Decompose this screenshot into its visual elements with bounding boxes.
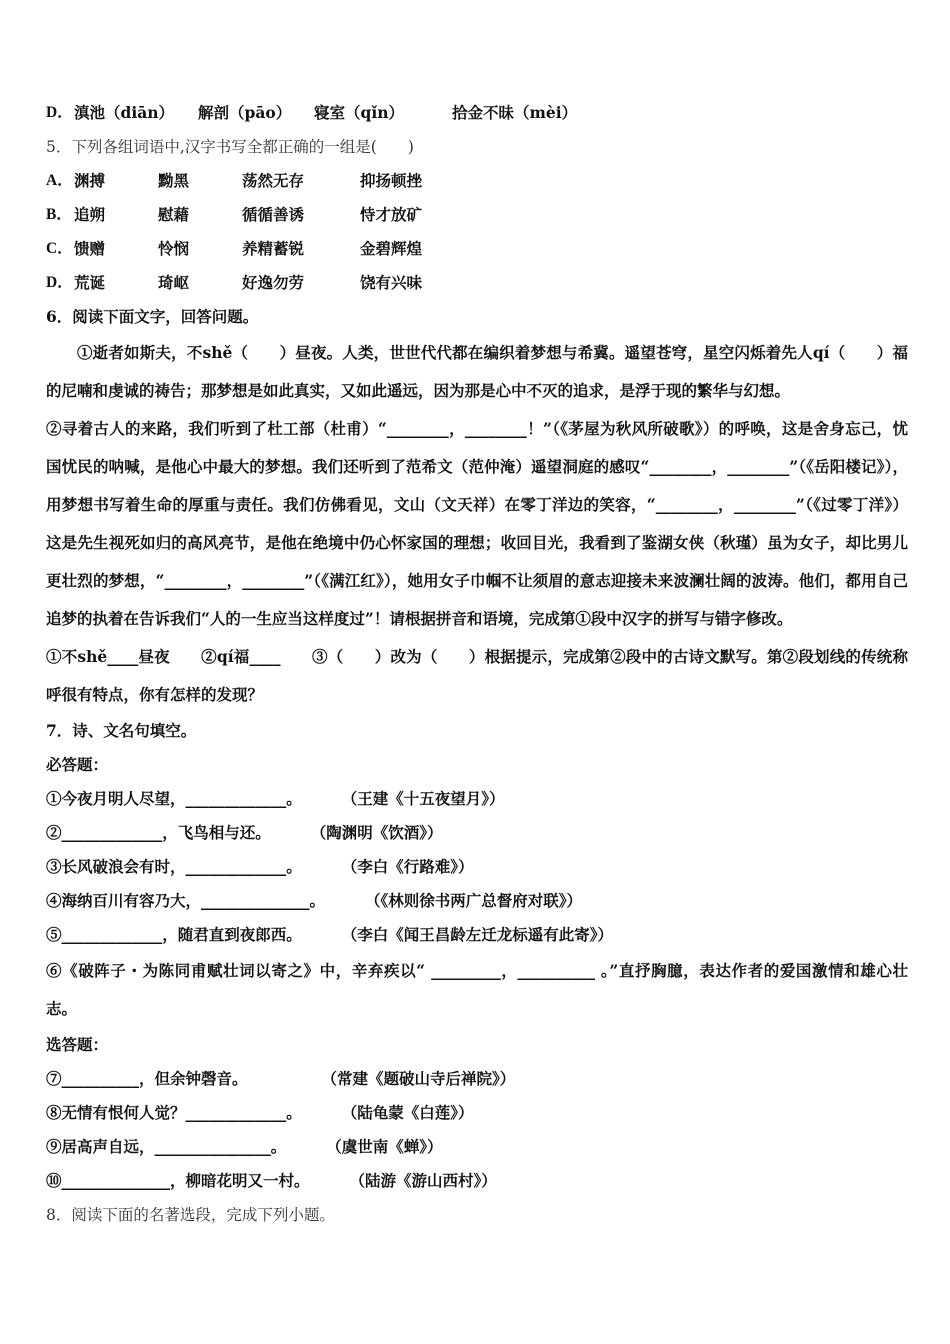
q7-optional-8: ⑧无情有恨何人觉？_____________。 （陆龟蒙《白莲》） [46,1103,474,1122]
q6-stem: 6．阅读下面文字，回答问题。 [46,307,259,326]
q7-required-2: ②_____________，飞鸟相与还。 （陶渊明《饮酒》） [46,823,443,842]
q7-required-3: ③长风破浪会有时，_____________。 （李白《行路难》） [46,857,474,876]
q8-stem: 8．阅读下面的名著选段，完成下列小题。 [46,1206,335,1224]
q7-item-6: ⑥《破阵子・为陈同甫赋壮词以寄之》中，辛弃疾以“ _________，__________ 。”直抒胸臆，表达作者的爱国激情和雄心壮志。 [46,961,908,1018]
q7-required-5: ⑤_____________，随君直到夜郎西。 （李白《闻王昌龄左迁龙标遥有此寄》） [46,925,614,944]
q7-optional-10: ⑩______________，柳暗花明又一村。 （陆游《游山西村》） [46,1171,497,1190]
q7-required-4: ④海纳百川有容乃大，______________。 （《林则徐书两广总督府对联》） [46,891,583,910]
q5-option-a: A． 渊搏 黝黑 荡然无存 抑扬顿挫 [46,171,423,190]
q4d-item-2: 解剖（pāo） [198,103,292,122]
q4d-item-4: 拾金不昧（mèi） [452,103,578,122]
document-page [46,96,908,1232]
q5-option-c: C． 馈赠 怜悯 养精蓄锐 金碧辉煌 [46,239,423,258]
q5-option-b: B． 追朔 慰藉 循循善诱 恃才放矿 [46,205,423,224]
q5-option-d: D． 荒诞 琦岖 好逸勿劳 饶有兴味 [46,273,423,292]
q4d-item-3: 寝室（qǐn） [314,103,404,122]
q7-optional-9: ⑨居高声自远，_______________。 （虞世南《蝉》） [46,1137,443,1156]
q7-optional-7: ⑦__________，但余钟磬音。 （常建《题破山寺后禅院》） [46,1069,516,1088]
q4d-item-1: 滇池（diān） [74,103,175,122]
q7-required-1: ①今夜月明人尽望，_____________。 （王建《十五夜望月》） [46,789,505,808]
q6-subquestions: ①不shě____昼夜 ②qí福____ ③（ ）改为（ ）根据提示，完成第②段中的古诗文默写。第②段划线的传统称呼很有特点，你有怎样的发现？ [46,647,908,704]
q4-option-d: D． 滇池（diān） 解剖（pāo） 寝室（qǐn） 拾金不昧（mèi） [46,96,908,130]
q6-passage-1: ①逝者如斯夫，不shě（ ）昼夜。人类，世世代代都在编织着梦想与希冀。遥望苍穹，星空闪烁着先人qí（ ）福的尼喃和虔诚的祷告；那梦想是如此真实，又如此遥远，因为那是心中不灭的追求，是浮于现的繁华与幻想。 [46,343,908,400]
q7-stem: 7．诗、文名句填空。 [46,721,197,740]
q5-stem: 5．下列各组词语中,汉字书写全都正确的一组是( ) [46,138,414,156]
q7-required-label: 必答题： [46,755,109,774]
q6-passage-2: ②寻着古人的来路，我们听到了杜工部（杜甫）“________，________！”（《茅屋为秋风所破歌》）的呼唤，这是舍身忘己，忧国忧民的呐喊，是他心中最大的梦想。我们还听到了范希文（范仲淹）遥望洞庭的感叹“________，________”（《岳阳楼记》），用梦想书写着生命的厚重与责任。我们仿佛看见，文山（文天祥）在零丁洋边的笑容，“________，________”（《过零丁洋》）这是先生视死如归的高风亮节，是他在绝境中仍心怀家国的理想；收回目光，我看到了鉴湖女侠（秋瑾）虽为女子，却比男儿更壮烈的梦想，“________，________”（《满江红》），她用女子巾帼不让须眉的意志迎接未来波澜壮阔的波涛。他们，都用自己追梦的执着在告诉我们“人的一生应当这样度过”！请根据拼音和语境，完成第①段中汉字的拼写与错字修改。 [46,419,908,628]
q7-optional-label: 选答题： [46,1035,109,1054]
